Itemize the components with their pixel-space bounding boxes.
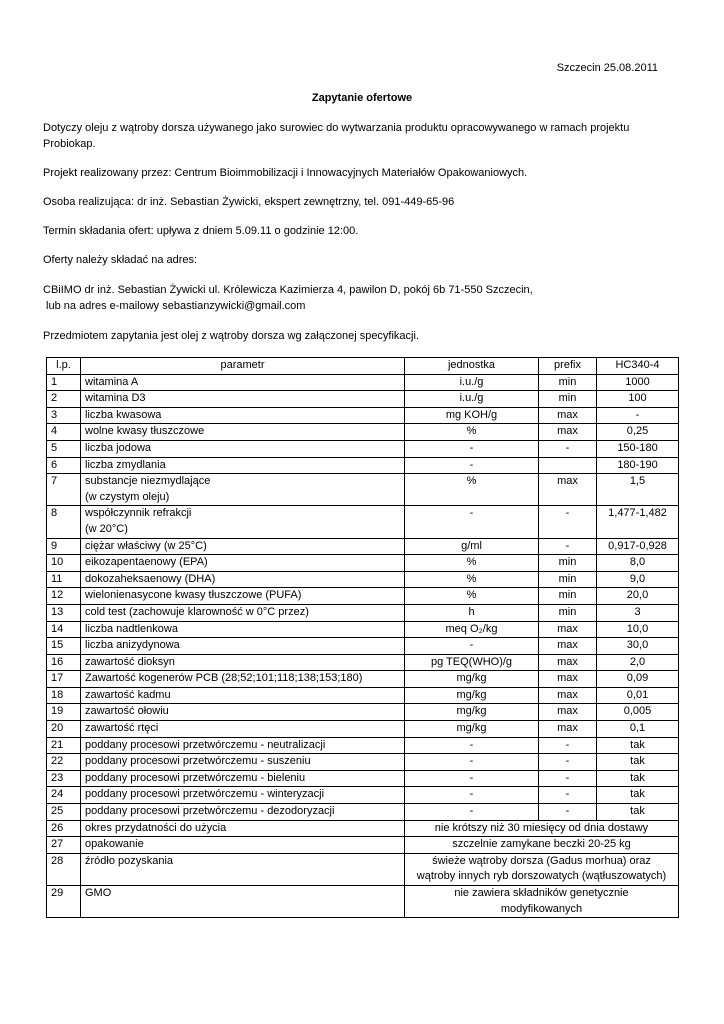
cell-parameter: witamina D3: [81, 391, 405, 408]
cell-lp: 6: [47, 457, 81, 474]
table-row: [47, 853, 679, 885]
cell-parameter: opakowanie: [81, 837, 405, 854]
cell-lp: 2: [47, 391, 81, 408]
table-row: [47, 588, 679, 605]
cell-prefix: min: [539, 555, 597, 572]
cell-value: 0,1: [597, 721, 679, 738]
cell-lp: 15: [47, 638, 81, 655]
table-row: [47, 721, 679, 738]
cell-parameter: GMO: [81, 886, 405, 918]
header-unit: jednostka: [405, 358, 539, 375]
table-row: [47, 506, 679, 538]
cell-unit: %: [405, 571, 539, 588]
cell-value: 1000: [597, 374, 679, 391]
cell-prefix: -: [539, 770, 597, 787]
cell-parameter: substancje niezmydlające (w czystym oleju): [81, 474, 405, 506]
cell-value: 3: [597, 604, 679, 621]
paragraph-address-intro: Oferty należy składać na adres:: [43, 254, 198, 266]
cell-parameter: zawartość ołowiu: [81, 704, 405, 721]
cell-merged-value: nie zawiera składników genetycznie modyfikowanych: [405, 886, 679, 918]
cell-lp: 12: [47, 588, 81, 605]
cell-prefix: -: [539, 787, 597, 804]
header-prefix: prefix: [539, 358, 597, 375]
table-row: [47, 886, 679, 918]
cell-parameter: witamina A: [81, 374, 405, 391]
cell-parameter: poddany procesowi przetwórczemu - winteryzacji: [81, 787, 405, 804]
address-line: CBiIMO dr inż. Sebastian Żywicki ul. Królewicza Kazimierza 4, pawilon D, pokój 6b 71-550 Szczecin,: [43, 284, 533, 296]
cell-value: tak: [597, 804, 679, 821]
cell-prefix: max: [539, 424, 597, 441]
cell-lp: 10: [47, 555, 81, 572]
table-row: [47, 407, 679, 424]
cell-parameter: wolne kwasy tłuszczowe: [81, 424, 405, 441]
cell-parameter: poddany procesowi przetwórczemu - dezodoryzacji: [81, 804, 405, 821]
cell-value: 8,0: [597, 555, 679, 572]
cell-parameter: zawartość dioksyn: [81, 654, 405, 671]
cell-prefix: max: [539, 704, 597, 721]
cell-parameter: liczba anizydynowa: [81, 638, 405, 655]
cell-prefix: -: [539, 440, 597, 457]
cell-lp: 11: [47, 571, 81, 588]
cell-parameter: liczba zmydlania: [81, 457, 405, 474]
cell-parameter: poddany procesowi przetwórczemu - suszeniu: [81, 754, 405, 771]
table-row: [47, 474, 679, 506]
paragraph-address: [43, 282, 683, 314]
cell-parameter: okres przydatności do użycia: [81, 820, 405, 837]
cell-prefix: -: [539, 506, 597, 538]
cell-prefix: max: [539, 671, 597, 688]
cell-value: tak: [597, 770, 679, 787]
table-row: [47, 374, 679, 391]
cell-prefix: -: [539, 538, 597, 555]
cell-lp: 23: [47, 770, 81, 787]
cell-unit: -: [405, 770, 539, 787]
cell-unit: meq O₂/kg: [405, 621, 539, 638]
cell-value: tak: [597, 737, 679, 754]
cell-lp: 25: [47, 804, 81, 821]
cell-value: 20,0: [597, 588, 679, 605]
cell-lp: 20: [47, 721, 81, 738]
cell-prefix: -: [539, 804, 597, 821]
cell-unit: -: [405, 457, 539, 474]
table-row: [47, 457, 679, 474]
table-row: [47, 621, 679, 638]
paragraph-project: Projekt realizowany przez: Centrum Bioimmobilizacji i Innowacyjnych Materiałów Opakowaniowych.: [43, 167, 528, 179]
table-row: [47, 424, 679, 441]
cell-prefix: [539, 457, 597, 474]
header-lp: l.p.: [47, 358, 81, 375]
paragraph-specification-intro: Przedmiotem zapytania jest olej z wątroby dorsza wg załączonej specyfikacji.: [43, 330, 419, 342]
table-row: [47, 555, 679, 572]
cell-value: 1,5: [597, 474, 679, 506]
table-row: [47, 440, 679, 457]
cell-unit: -: [405, 506, 539, 538]
cell-unit: -: [405, 754, 539, 771]
table-row: [47, 787, 679, 804]
table-row: [47, 391, 679, 408]
table-row: [47, 687, 679, 704]
specification-table-body: [47, 358, 679, 918]
cell-prefix: max: [539, 474, 597, 506]
cell-lp: 16: [47, 654, 81, 671]
cell-parameter: zawartość rtęci: [81, 721, 405, 738]
cell-unit: mg/kg: [405, 687, 539, 704]
cell-parameter: źródło pozyskania: [81, 853, 405, 885]
table-row: [47, 654, 679, 671]
cell-lp: 27: [47, 837, 81, 854]
cell-unit: %: [405, 555, 539, 572]
cell-lp: 24: [47, 787, 81, 804]
cell-lp: 17: [47, 671, 81, 688]
cell-lp: 26: [47, 820, 81, 837]
specification-table: [46, 357, 679, 918]
cell-value: 2,0: [597, 654, 679, 671]
cell-unit: %: [405, 474, 539, 506]
document-date: Szczecin 25.08.2011: [556, 62, 658, 74]
cell-parameter: ciężar właściwy (w 25°C): [81, 538, 405, 555]
cell-unit: pg TEQ(WHO)/g: [405, 654, 539, 671]
cell-parameter: liczba kwasowa: [81, 407, 405, 424]
cell-prefix: min: [539, 588, 597, 605]
cell-merged-value: świeże wątroby dorsza (Gadus morhua) oraz wątroby innych ryb dorszowatych (wątłuszowatych): [405, 853, 679, 885]
cell-value: 0,25: [597, 424, 679, 441]
cell-prefix: -: [539, 754, 597, 771]
cell-merged-value: szczelnie zamykane beczki 20-25 kg: [405, 837, 679, 854]
cell-unit: mg/kg: [405, 721, 539, 738]
cell-value: -: [597, 407, 679, 424]
cell-prefix: max: [539, 638, 597, 655]
table-row: [47, 837, 679, 854]
cell-prefix: max: [539, 621, 597, 638]
cell-parameter: współczynnik refrakcji (w 20°C): [81, 506, 405, 538]
paragraph-subject: Dotyczy oleju z wątroby dorsza używanego jako surowiec do wytwarzania produktu opracowywanego w ramach projektu Probiokap.: [43, 122, 630, 150]
table-row: [47, 804, 679, 821]
cell-lp: 9: [47, 538, 81, 555]
cell-unit: %: [405, 588, 539, 605]
cell-lp: 29: [47, 886, 81, 918]
cell-parameter: Zawartość kogenerów PCB (28;52;101;118;138;153;180): [81, 671, 405, 688]
cell-unit: -: [405, 787, 539, 804]
cell-prefix: min: [539, 391, 597, 408]
table-row: [47, 770, 679, 787]
header-product-code: HC340-4: [597, 358, 679, 375]
cell-parameter: cold test (zachowuje klarowność w 0°C przez): [81, 604, 405, 621]
cell-merged-value: nie krótszy niż 30 miesięcy od dnia dostawy: [405, 820, 679, 837]
cell-parameter: eikozapentaenowy (EPA): [81, 555, 405, 572]
table-row: [47, 704, 679, 721]
cell-prefix: min: [539, 571, 597, 588]
cell-unit: -: [405, 737, 539, 754]
email-line: lub na adres e-mailowy sebastianzywicki@gmail.com: [43, 300, 306, 312]
table-row: [47, 820, 679, 837]
table-row: [47, 538, 679, 555]
cell-lp: 14: [47, 621, 81, 638]
cell-value: 150-180: [597, 440, 679, 457]
cell-lp: 8: [47, 506, 81, 538]
cell-parameter: liczba jodowa: [81, 440, 405, 457]
cell-lp: 1: [47, 374, 81, 391]
document-title: Zapytanie ofertowe: [311, 92, 413, 104]
cell-value: 180-190: [597, 457, 679, 474]
cell-value: 30,0: [597, 638, 679, 655]
cell-prefix: max: [539, 687, 597, 704]
cell-lp: 7: [47, 474, 81, 506]
cell-prefix: max: [539, 407, 597, 424]
cell-prefix: min: [539, 604, 597, 621]
cell-lp: 19: [47, 704, 81, 721]
cell-unit: mg KOH/g: [405, 407, 539, 424]
cell-unit: i.u./g: [405, 391, 539, 408]
cell-lp: 22: [47, 754, 81, 771]
cell-unit: -: [405, 638, 539, 655]
table-row: [47, 571, 679, 588]
cell-parameter: wielonienasycone kwasy tłuszczowe (PUFA): [81, 588, 405, 605]
cell-value: 1,477-1,482: [597, 506, 679, 538]
cell-parameter: poddany procesowi przetwórczemu - bieleniu: [81, 770, 405, 787]
cell-unit: g/ml: [405, 538, 539, 555]
table-row: [47, 638, 679, 655]
table-row: [47, 671, 679, 688]
cell-lp: 13: [47, 604, 81, 621]
cell-value: 0,09: [597, 671, 679, 688]
paragraph-deadline: Termin składania ofert: upływa z dniem 5.09.11 o godzinie 12:00.: [43, 225, 359, 237]
cell-value: 0,917-0,928: [597, 538, 679, 555]
table-row: [47, 737, 679, 754]
cell-unit: mg/kg: [405, 704, 539, 721]
cell-parameter: poddany procesowi przetwórczemu - neutralizacji: [81, 737, 405, 754]
cell-value: tak: [597, 754, 679, 771]
cell-prefix: -: [539, 737, 597, 754]
cell-prefix: min: [539, 374, 597, 391]
cell-value: 0,005: [597, 704, 679, 721]
cell-value: 100: [597, 391, 679, 408]
cell-unit: -: [405, 804, 539, 821]
table-header-row: [47, 358, 679, 375]
cell-unit: h: [405, 604, 539, 621]
cell-value: 10,0: [597, 621, 679, 638]
cell-unit: mg/kg: [405, 671, 539, 688]
cell-unit: %: [405, 424, 539, 441]
cell-parameter: zawartość kadmu: [81, 687, 405, 704]
cell-value: tak: [597, 787, 679, 804]
cell-unit: -: [405, 440, 539, 457]
cell-value: 0,01: [597, 687, 679, 704]
paragraph-contact-person: Osoba realizująca: dr inż. Sebastian Żywicki, ekspert zewnętrzny, tel. 091-449-65-96: [43, 196, 455, 208]
cell-unit: i.u./g: [405, 374, 539, 391]
cell-lp: 21: [47, 737, 81, 754]
table-row: [47, 754, 679, 771]
cell-parameter: liczba nadtlenkowa: [81, 621, 405, 638]
header-parameter: parametr: [81, 358, 405, 375]
cell-lp: 28: [47, 853, 81, 885]
cell-lp: 5: [47, 440, 81, 457]
cell-lp: 18: [47, 687, 81, 704]
cell-prefix: max: [539, 654, 597, 671]
cell-lp: 4: [47, 424, 81, 441]
cell-value: 9,0: [597, 571, 679, 588]
cell-lp: 3: [47, 407, 81, 424]
table-row: [47, 604, 679, 621]
cell-parameter: dokozaheksaenowy (DHA): [81, 571, 405, 588]
cell-prefix: max: [539, 721, 597, 738]
